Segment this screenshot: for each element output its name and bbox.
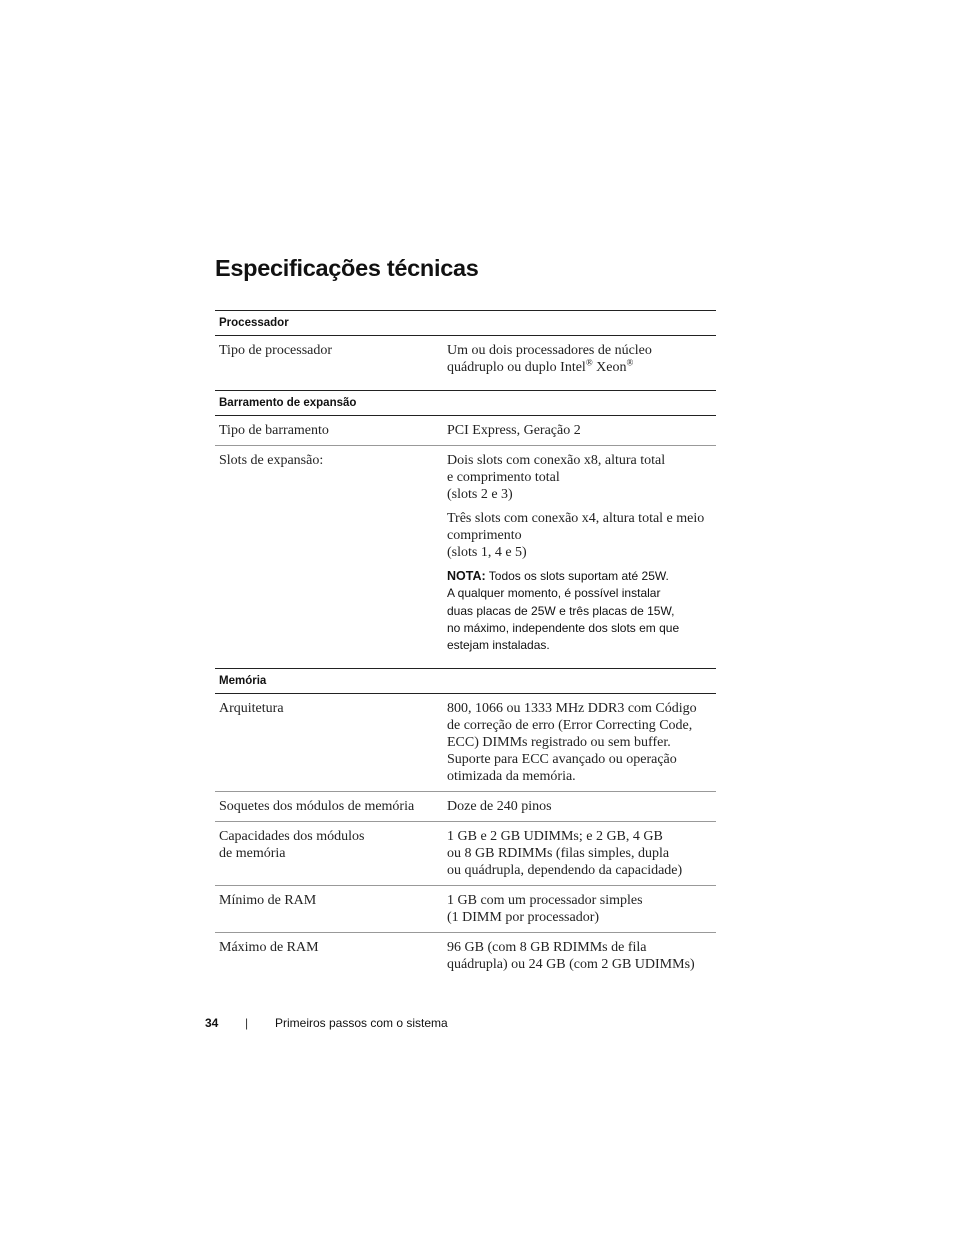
spec-value xyxy=(443,336,716,390)
spec-value: PCI Express, Geração 2 xyxy=(447,423,581,438)
spec-value xyxy=(443,446,716,668)
table-row xyxy=(215,886,716,933)
table-row xyxy=(215,446,716,668)
spec-label: Slots de expansão: xyxy=(219,453,324,468)
section-header-processor xyxy=(215,311,716,336)
note-paragraph xyxy=(447,568,712,654)
value-line: estejam instaladas. xyxy=(447,638,550,653)
value-text: Xeon xyxy=(592,360,627,375)
value-line: Três slots com conexão x4, altura total e meio xyxy=(447,511,705,526)
chapter-title: Primeiros passos com o sistema xyxy=(275,1016,448,1030)
value-line: quádrupla) ou 24 GB (com 2 GB UDIMMs) xyxy=(447,957,695,972)
section-label: Processador xyxy=(219,317,289,329)
page-title: Especificações técnicas xyxy=(215,255,479,281)
note-label: NOTA: xyxy=(447,569,486,583)
spec-label: Tipo de processador xyxy=(219,343,333,358)
table-row xyxy=(215,792,716,822)
spec-label: Máximo de RAM xyxy=(219,940,319,955)
table-row xyxy=(215,822,716,886)
table-row xyxy=(215,416,716,446)
table-row xyxy=(215,336,716,390)
note-text: Todos os slots suportam até 25W. xyxy=(485,569,669,583)
label-line: Capacidades dos módulos xyxy=(219,829,365,844)
registered-mark: ® xyxy=(626,357,634,368)
section-label: Barramento de expansão xyxy=(219,397,357,409)
value-line: 1 GB com um processador simples xyxy=(447,893,643,908)
label-line: de memória xyxy=(219,846,286,861)
table-row xyxy=(215,933,716,979)
spec-label: Soquetes dos módulos de memória xyxy=(219,799,415,814)
value-line: otimizada da memória. xyxy=(447,769,576,784)
spec-value xyxy=(443,886,716,932)
value-line: Dois slots com conexão x8, altura total xyxy=(447,453,666,468)
value-line: ou quádrupla, dependendo da capacidade) xyxy=(447,863,683,878)
value-line: duas placas de 25W e três placas de 15W, xyxy=(447,603,675,618)
value-line: A qualquer momento, é possível instalar xyxy=(447,586,661,601)
spec-label: Mínimo de RAM xyxy=(219,893,317,908)
spec-label: Tipo de barramento xyxy=(219,423,329,438)
footer-separator: | xyxy=(245,1016,249,1030)
section-header-expansion-bus xyxy=(215,390,716,416)
value-line: de correção de erro (Error Correcting Code, xyxy=(447,718,693,733)
value-line: e comprimento total xyxy=(447,470,560,485)
spec-value xyxy=(443,694,716,791)
page-footer xyxy=(205,1016,448,1030)
value-line: Suporte para ECC avançado ou operação xyxy=(447,752,677,767)
registered-mark: ® xyxy=(585,357,593,368)
specifications-table xyxy=(215,310,716,979)
table-row xyxy=(215,694,716,792)
section-header-memory xyxy=(215,668,716,694)
value-line: 1 GB e 2 GB UDIMMs; e 2 GB, 4 GB xyxy=(447,829,663,844)
spec-value: Doze de 240 pinos xyxy=(447,799,552,814)
value-text: quádruplo ou duplo Intel xyxy=(447,360,586,375)
spec-value xyxy=(443,822,716,885)
value-line: comprimento xyxy=(447,528,522,543)
value-line: ou 8 GB RDIMMs (filas simples, dupla xyxy=(447,846,670,861)
section-label: Memória xyxy=(219,675,267,687)
value-line: no máximo, independente dos slots em que xyxy=(447,620,680,635)
spec-label xyxy=(215,822,443,885)
spec-label: Arquitetura xyxy=(219,701,284,716)
value-line: 800, 1066 ou 1333 MHz DDR3 com Código xyxy=(447,701,697,716)
value-paragraph xyxy=(447,510,712,561)
value-line xyxy=(447,568,712,585)
page-number: 34 xyxy=(205,1016,219,1030)
value-line: (1 DIMM por processador) xyxy=(447,910,600,925)
value-line xyxy=(447,359,712,376)
value-line: (slots 1, 4 e 5) xyxy=(447,545,527,560)
value-line: ECC) DIMMs registrado ou sem buffer. xyxy=(447,735,671,750)
value-line: (slots 2 e 3) xyxy=(447,487,513,502)
value-line: 96 GB (com 8 GB RDIMMs de fila xyxy=(447,940,647,955)
value-line: Um ou dois processadores de núcleo xyxy=(447,343,652,358)
spec-value xyxy=(443,933,716,979)
value-paragraph xyxy=(447,452,712,503)
